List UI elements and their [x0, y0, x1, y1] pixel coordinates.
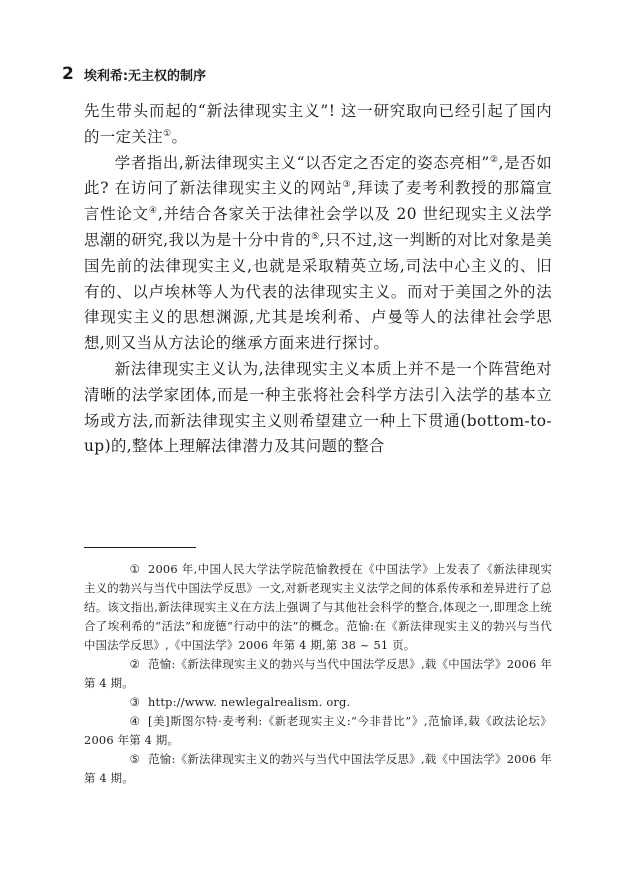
- footnote-text: 范愉:《新法律现实主义的勃兴与当代中国法学反思》,载《中国法学》2006 年第 4 期。: [84, 657, 552, 690]
- footnote: [84, 655, 552, 693]
- footnote-reference[interactable]: ⑤: [311, 231, 320, 242]
- text-run: ,并结合各家关于法律社会学以及 20 世纪现实主义法学思潮的研究,我以为是十分中肯的: [84, 205, 553, 249]
- text-run: 。: [171, 127, 188, 146]
- text-run: ,拜读了麦考利教授的那篇宣言性论文: [84, 179, 553, 224]
- footnote-text: http://www. newlegalrealism. org.: [148, 695, 351, 709]
- footnote: [84, 693, 552, 712]
- footnote: [84, 560, 552, 655]
- footnote-reference[interactable]: ②: [489, 154, 499, 165]
- page-number: 2: [62, 64, 74, 84]
- footnote-reference[interactable]: ③: [342, 180, 352, 191]
- footnote-mark: ⑤: [129, 752, 141, 766]
- text-run: ,是否如此? 在访问了新法律现实主义的网站: [84, 153, 552, 198]
- running-title: 埃利希:无主权的制序: [83, 68, 207, 84]
- footnotes: [84, 560, 552, 788]
- body-paragraph: [84, 357, 552, 460]
- footnote-text: [美]斯图尔特·麦考利:《新老现实主义:“今非昔比”》,范愉译,载《政法论坛》2006 年第 4 期。: [84, 714, 552, 747]
- running-header: [62, 63, 206, 85]
- footnote-mark: ②: [129, 657, 141, 671]
- text-run: 先生带头而起的“新法律现实主义”! 这一研究取向已经引起了国内的一定关注: [84, 102, 552, 146]
- footnote-separator: [84, 547, 196, 548]
- footnote: [84, 750, 552, 788]
- footnote-mark: ③: [129, 695, 141, 709]
- footnote-reference[interactable]: ①: [162, 128, 172, 139]
- footnote-text: 范愉:《新法律现实主义的勃兴与当代中国法学反思》,载《中国法学》2006 年第 4 期。: [84, 752, 552, 785]
- body-paragraph: [84, 99, 552, 151]
- text-run: ,只不过,这一判断的对比对象是美国先前的法律现实主义,也就是采取精英立场,司法中心主义的、旧有的、以卢埃林等人为代表的法律现实主义。而对于美国之外的法律现实主义的思想渊源,尤其是埃利希、卢曼等人的法律社会学思想,则又当从方法论的继承方面来进行探讨。: [84, 230, 553, 353]
- footnote-mark: ①: [129, 562, 141, 576]
- footnote-text: 2006 年,中国人民大学法学院范愉教授在《中国法学》上发表了《新法律现实主义的勃兴与当代中国法学反思》一文,对新老现实主义法学之间的体系传承和差异进行了总结。该文指出,新法律现实主义在方法上强调了与其他社会科学的整合,体现之一,即理念上统合了埃利希的“活法”和庞德“行动中的法”的概念。范愉:在《新法律现实主义的勃兴与当代中国法学反思》,《中国法学》2006 年第 4 期,第 38 ~ 51 页。: [84, 562, 552, 652]
- footnote-reference[interactable]: ④: [148, 206, 158, 217]
- footnote: [84, 712, 552, 750]
- text-run: 新法律现实主义认为,法律现实主义本质上并不是一个阵营绝对清晰的法学家团体,而是一种主张将社会科学方法引入法学的基本立场或方法,而新法律现实主义则希望建立一种上下贯通(bottom-to-up)的,整体上理解法律潜力及其问题的整合: [84, 359, 552, 456]
- body-paragraph: [84, 151, 552, 357]
- footnote-mark: ④: [129, 714, 141, 728]
- main-body-text: [84, 99, 552, 460]
- text-run: 学者指出,新法律现实主义“以否定之否定的姿态亮相”: [114, 153, 490, 172]
